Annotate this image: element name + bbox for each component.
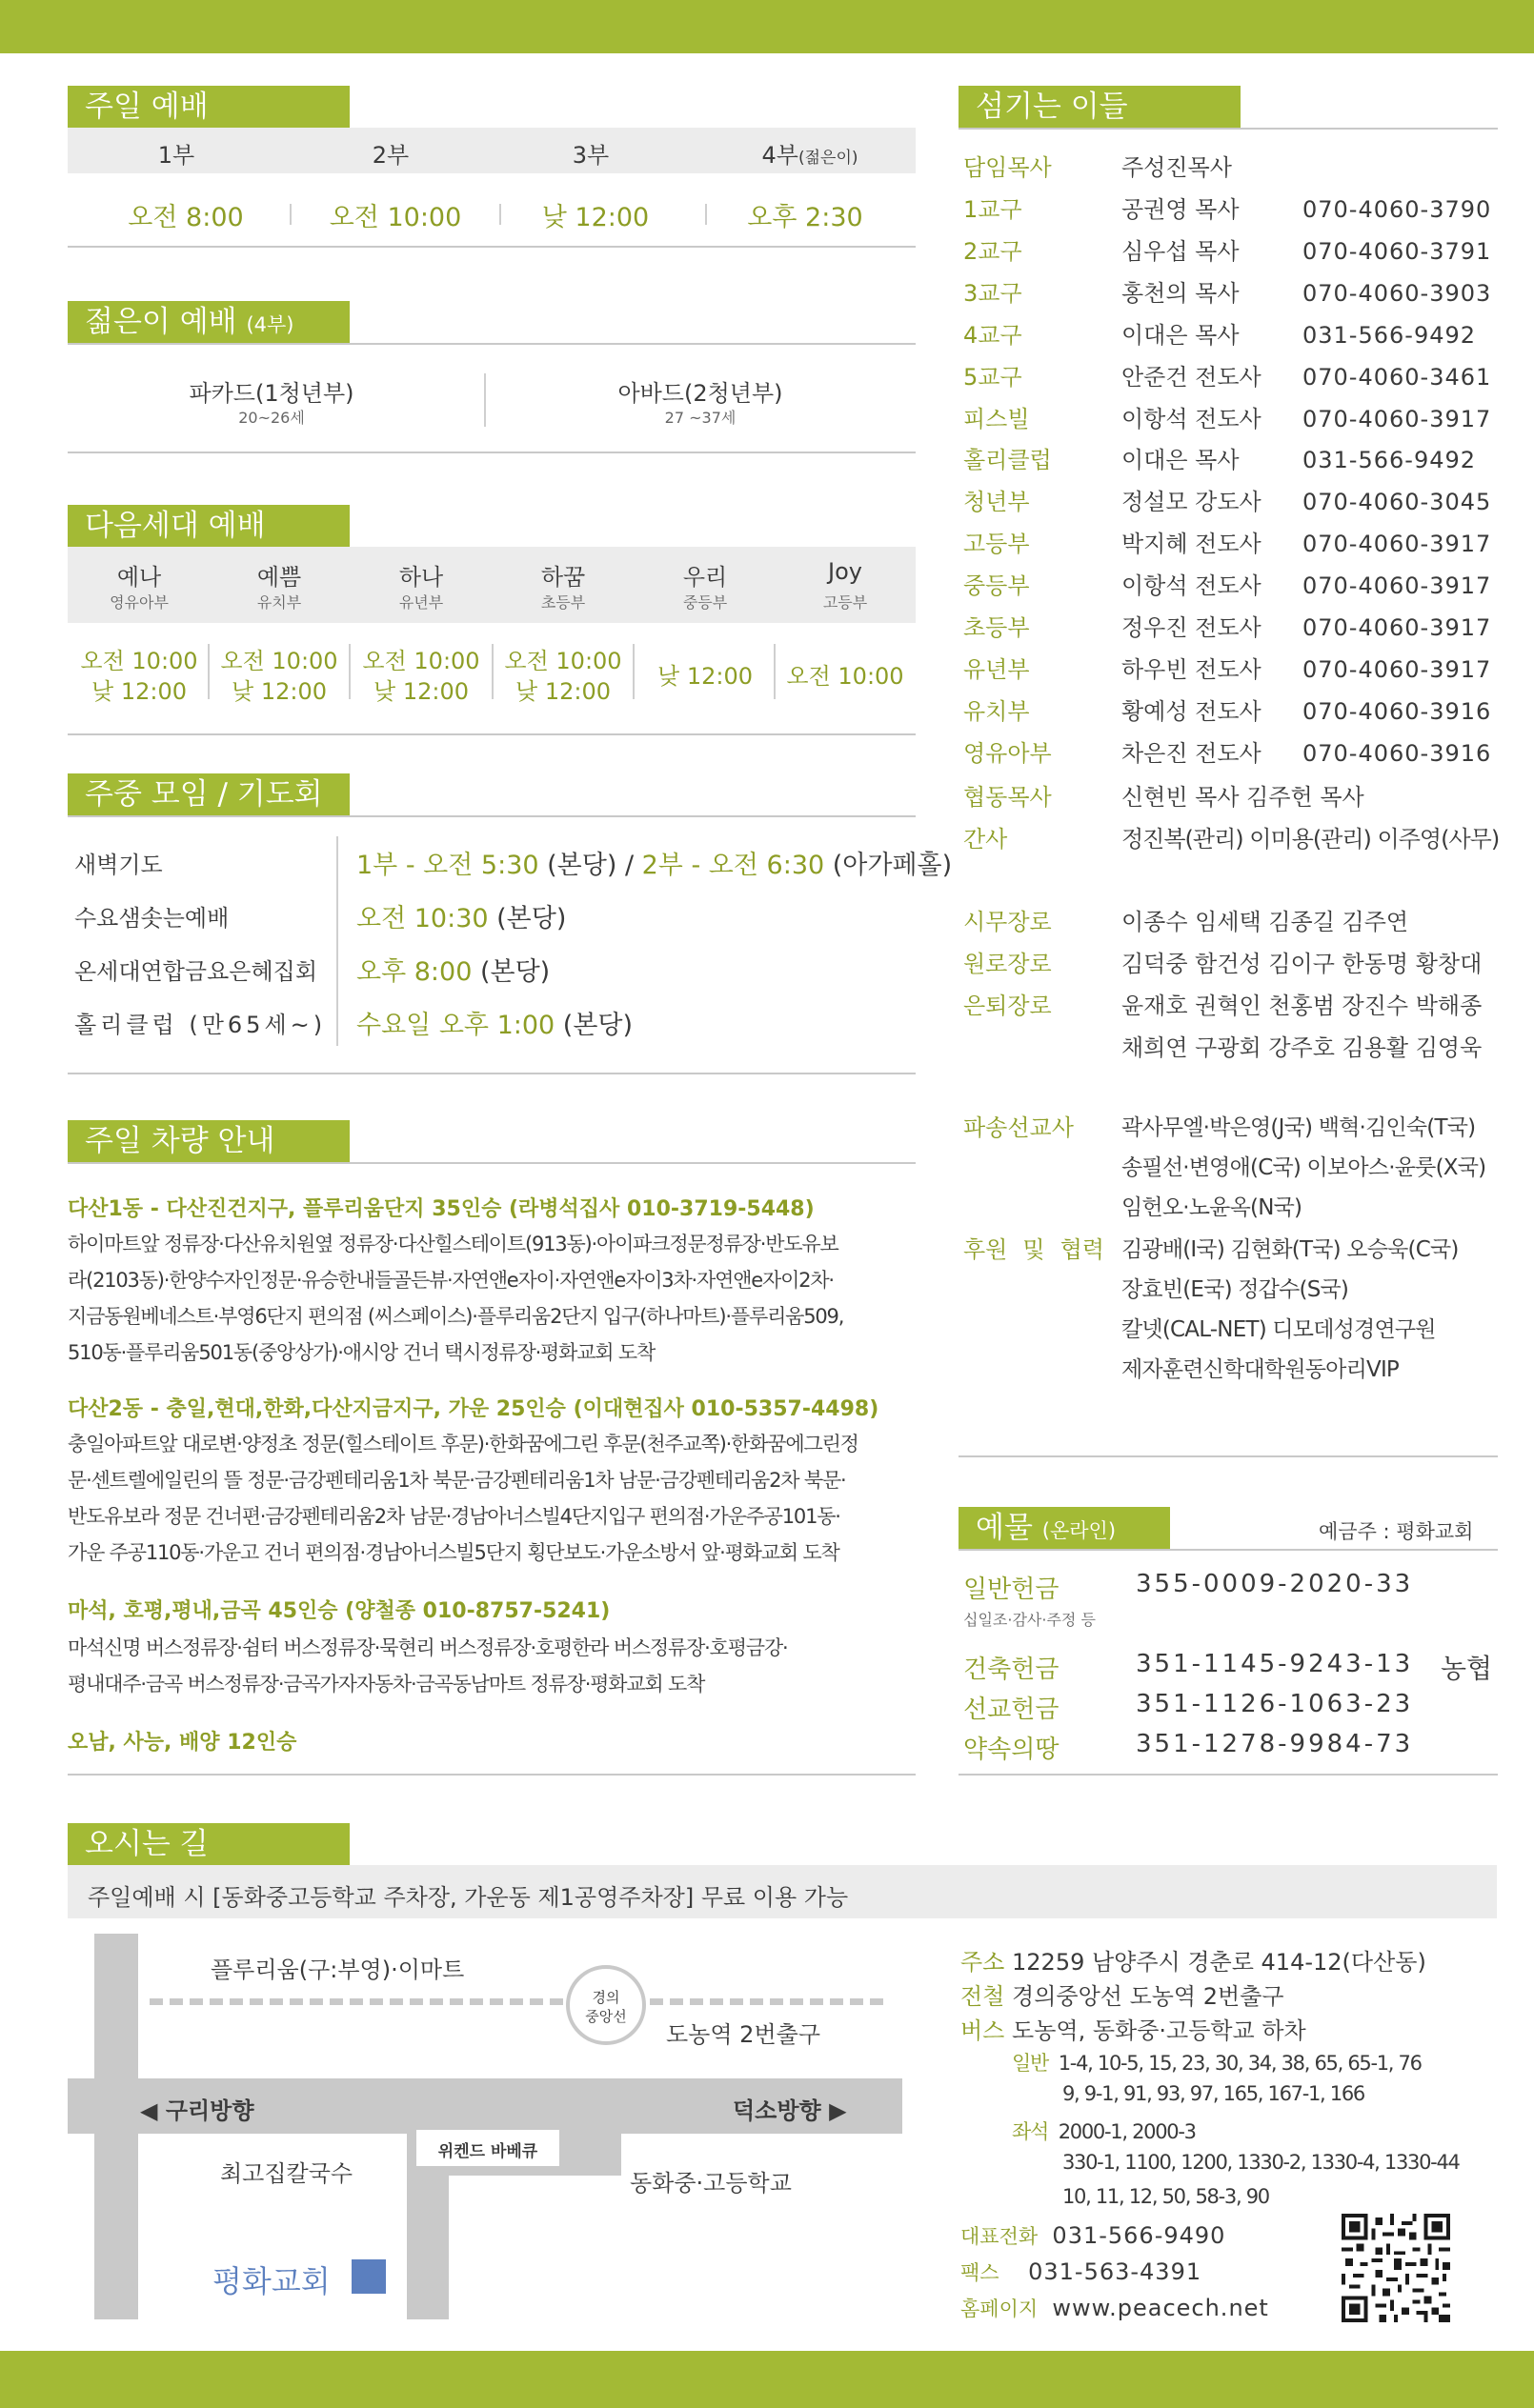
sunday-service-time: 오전 10:00 [329,203,462,232]
elder-row: 시무장로 이종수 임세택 김종길 김주연 [963,909,1409,935]
nextgen-dept-time: 오전 10:00 [362,648,480,674]
youth-group-name: 아바드(2청년부) [617,380,783,407]
offering-bank: 농협 [1441,1653,1493,1684]
nextgen-dept-name: Joy [828,558,862,585]
partner-line: 장효빈(E국) 정갑수(S국) [1121,1277,1349,1302]
staff-name: 이대은 목사 [1121,447,1240,474]
elder-row: 은퇴장로 윤재호 권혁인 천홍범 장진수 박해종 [963,993,1483,1019]
staff-name: 차은진 전도사 [1121,739,1262,767]
staff-phone: 031-566-9492 [1302,321,1477,349]
staff-phone: 070-4060-3917 [1302,405,1492,432]
directions-header: 오시는 길 [68,1823,350,1865]
vehicle-route-title: 다산2동 - 충일,현대,한화,다산지금지구, 가운 25인승 (이대현집사 010-5357-4498) [68,1397,879,1421]
divider [290,204,292,225]
nextgen-dept-name: 하꿈 [540,564,586,591]
nextgen-dept-time: 낮 12:00 [91,678,187,705]
servant-row: 담임목사 주성진목사 [963,154,1232,181]
sunday-service-time: 오후 2:30 [747,203,863,232]
staff-row [963,692,1491,726]
nextgen-dept-sub: 유년부 [398,593,444,612]
vehicle-route-stops: 라(2103동)·한양수자인정문·유승한내들골든뷰·자연앤e자이·자연앤e자이3차·자연앤e자이2차· [68,1269,834,1292]
midweek-time: 1부 - 오전 5:30 (본당) / 2부 - 오전 6:30 (아가페홀) [356,851,953,880]
youth-header: 젊은이 예배 (4부) [68,301,350,343]
divider [959,1549,1498,1551]
youth-group-ages: 27 ~37세 [664,409,737,427]
partner-line: 김광배(I국) 김현화(T국) 오승욱(C국) [1121,1237,1459,1262]
divider [959,128,1498,130]
vehicle-header: 주일 차량 안내 [68,1120,350,1162]
staff-role: 3교구 [963,279,1022,307]
info-bus-general: 9, 9-1, 91, 93, 97, 165, 167-1, 166 [1062,2082,1364,2105]
qr-code-icon[interactable] [1342,2214,1450,2322]
vehicle-route-title: 오남, 사능, 배양 12인승 [68,1731,297,1755]
staff-phone: 070-4060-3916 [1302,739,1492,767]
nextgen-dept-sub: 고등부 [822,593,868,612]
divider [633,644,635,699]
offering-account-name: 일반헌금 [963,1575,1060,1604]
partner-line: 제자훈련신학대학원동아리VIP [1121,1357,1400,1382]
nextgen-dept-time: 오전 10:00 [786,663,904,690]
top-accent-bar [0,0,1534,53]
staff-phone: 070-4060-3917 [1302,614,1492,641]
info-bus-seat: 330-1, 1100, 1200, 1330-2, 1330-4, 1330-44 [1062,2151,1460,2174]
staff-phone: 070-4060-3790 [1302,196,1492,223]
nextgen-dept-sub: 영유아부 [110,593,169,612]
info-bus-seat: 좌석 2000-1, 2000-3 [1012,2120,1196,2143]
staff-name: 안준건 전도사 [1121,363,1262,391]
missionary-line: 송필선·변영애(C국) 이보아스·윤룻(X국) [1121,1155,1486,1180]
staff-name: 이항석 전도사 [1121,405,1262,432]
directions-notice: 주일예배 시 [동화중고등학교 주차장, 가운동 제1공영주차장] 무료 이용 가능 [88,1884,849,1911]
staff-role: 중등부 [963,572,1030,600]
offering-account-number: 351-1145-9243-13 [1136,1650,1414,1678]
map-bbq-label: 위켄드 바베큐 [437,2142,538,2161]
elder-row: 원로장로 김덕중 함건성 김이구 한동명 황창대 [963,951,1483,977]
partner-row: 후원 및 협력 [963,1236,1104,1263]
youth-group-ages: 20~26세 [238,409,305,427]
offering-account-name: 선교헌금 [963,1696,1060,1724]
map-restaurant-label: 최고집칼국수 [220,2160,353,2187]
divider [68,815,916,817]
offering-account-name: 건축헌금 [963,1656,1060,1684]
staff-role: 피스빌 [963,405,1030,432]
divider [959,1774,1498,1776]
nextgen-dept-time: 오전 10:00 [504,648,622,674]
directions-map [68,1934,925,2334]
offering-account-number: 351-1278-9984-73 [1136,1730,1414,1758]
staff-row [963,274,1491,308]
staff-name: 정우진 전도사 [1121,614,1262,641]
staff-row [963,525,1491,558]
info-fax: 팩스 031-563-4391 [960,2258,1202,2285]
vehicle-route-stops: 510동·플루리움501동(중앙상가)·애시앙 건너 택시정류장·평화교회 도착 [68,1341,656,1364]
vehicle-route-title: 다산1동 - 다산진건지구, 플루리움단지 35인승 (라병석집사 010-3719-5448) [68,1197,815,1221]
offering-account-name: 약속의땅 [963,1736,1060,1764]
staff-row [963,651,1491,684]
midweek-time: 오후 8:00 (본당) [356,957,551,987]
missionary-row: 파송선교사 [963,1114,1074,1141]
nextgen-dept-name: 우리 [682,564,728,591]
vehicle-route-stops: 충일아파트앞 대로변·양정초 정문(힐스테이트 후문)·한화꿈에그린 후문(천주교쪽)·한화꿈에그린정 [68,1433,858,1455]
midweek-label: 새벽기도 [74,852,163,878]
map-left-direction: ◀ 구리방향 [140,2097,254,2124]
offering-account-number: 351-1126-1063-23 [1136,1690,1414,1718]
staff-name: 이대은 목사 [1121,321,1240,349]
midweek-label: 온세대연합금요은혜집회 [74,958,318,985]
nextgen-header: 다음세대 예배 [68,505,350,547]
staff-row [963,609,1491,642]
midweek-time: 오전 10:30 (본당) [356,904,567,933]
sunday-service-name: 1부 [157,142,195,169]
nextgen-dept-name: 예나 [116,564,162,591]
divider [68,733,916,735]
divider [68,1073,916,1074]
nextgen-dept-time: 낮 12:00 [515,678,611,705]
staff-name: 이항석 전도사 [1121,572,1262,600]
divider [68,246,916,248]
bottom-accent-bar [0,2351,1534,2408]
staff-name: 정설모 강도사 [1121,489,1262,516]
divider [208,644,210,699]
nextgen-dept-time: 오전 10:00 [80,648,198,674]
info-bus-general: 일반 1-4, 10-5, 15, 23, 30, 34, 38, 65, 65-1, 76 [1012,2052,1422,2075]
divider [705,204,707,225]
info-bus-seat: 10, 11, 12, 50, 58-3, 90 [1062,2185,1269,2208]
youth-group-name: 파카드(1청년부) [189,380,354,407]
info-address: 주소 12259 남양주시 경춘로 414-12(다산동) [960,1949,1426,1976]
nextgen-dept-sub: 초등부 [540,593,586,612]
staff-phone: 070-4060-3917 [1302,531,1492,558]
nextgen-dept-time: 낮 12:00 [657,663,753,690]
staff-role: 2교구 [963,237,1022,265]
vehicle-route-stops: 지금동원베네스트·부영6단지 편의점 (씨스페이스)·플루리움2단지 입구(하나마트)·플루리움509, [68,1305,844,1328]
staff-role: 유치부 [963,697,1030,725]
sunday-service-time: 오전 8:00 [128,203,244,232]
staff-phone: 070-4060-3791 [1302,237,1492,265]
staff-row [963,567,1491,600]
map-rail-label: 경의 [592,1989,620,2006]
vehicle-route-stops: 문·센트렐에일린의 뜰 정문·금강펜테리움1차 북문·금강펜테리움1차 남문·금강펜테리움2차 북문· [68,1469,846,1492]
divider [68,1774,916,1776]
divider [492,644,494,699]
divider [349,644,351,699]
staff-row [963,400,1491,433]
staff-phone: 070-4060-3461 [1302,363,1492,391]
staff-phone: 031-566-9492 [1302,447,1477,474]
staff-row [963,441,1476,474]
nextgen-dept-sub: 중등부 [682,593,728,612]
divider [68,452,916,453]
info-website[interactable]: 홈페이지 www.peacech.net [960,2295,1269,2321]
vehicle-route-stops: 마석신명 버스정류장·쉼터 버스정류장·묵현리 버스정류장·호평한라 버스정류장·호평금강· [68,1636,788,1659]
nextgen-dept-sub: 유치부 [256,593,302,612]
map-right-direction: 덕소방향 ▶ [733,2097,847,2124]
midweek-time: 수요일 오후 1:00 (본당) [356,1011,634,1040]
staff-row [963,232,1491,266]
staff-row [963,358,1491,391]
offering-account-sub: 십일조·감사·주정 등 [963,1611,1096,1629]
nextgen-dept-name: 하나 [398,564,444,591]
map-church-marker [352,2259,386,2294]
nextgen-dept-time: 낮 12:00 [232,678,327,705]
staff-role: 초등부 [963,614,1030,641]
map-rail-label: 중앙선 [585,2008,627,2025]
map-rail-line [150,1998,883,2005]
sunday-service-name: 2부 [372,142,410,169]
sunday-header: 주일 예배 [68,86,350,128]
vehicle-route-stops: 평내대주·금곡 버스정류장·금곡가자자동차·금곡동남마트 정류장·평화교회 도착 [68,1673,705,1696]
map-church-label: 평화교회 [212,2263,331,2299]
staff-role: 영유아부 [963,739,1052,767]
midweek-label: 수요샘솟는예배 [74,905,230,932]
map-station-label: 도농역 2번출구 [666,2021,821,2048]
staff-role: 5교구 [963,363,1022,391]
missionary-line: 임헌오·노윤옥(N국) [1121,1195,1302,1220]
staff-name: 공권영 목사 [1121,196,1240,223]
staff-phone: 070-4060-3916 [1302,697,1492,725]
nextgen-dept-time: 낮 12:00 [373,678,469,705]
divider [774,644,776,699]
vehicle-route-stops: 가운 주공110동·가운고 건너 편의점·경남아너스빌5단지 횡단보도·가운소방서 앞·평화교회 도착 [68,1541,839,1564]
offering-header: 예물 (온라인) [959,1507,1170,1549]
staff-phone: 070-4060-3917 [1302,655,1492,683]
midweek-label: 홀리클럽 (만65세~) [74,1012,327,1038]
vehicle-route-title: 마석, 호평,평내,금곡 45인승 (양철종 010-8757-5241) [68,1599,611,1623]
staff-role: 청년부 [963,489,1030,516]
map-school-label: 동화중·고등학교 [630,2170,792,2197]
vehicle-route-stops: 반도유보라 정문 건너편·금강펜테리움2차 남문·경남아너스빌4단지입구 편의점·가운주공101동· [68,1505,840,1528]
partner-line: 칼넷(CAL-NET) 디모데성경연구원 [1121,1317,1436,1342]
servants-header: 섬기는 이들 [959,86,1241,128]
offering-holder: 예금주 : 평화교회 [1319,1520,1474,1543]
staff-row [963,316,1476,350]
offering-account-number: 355-0009-2020-33 [1136,1570,1414,1598]
staff-role: 홀리클럽 [963,447,1052,474]
staff-phone: 070-4060-3045 [1302,489,1492,516]
divider [336,836,338,1046]
staff-role: 고등부 [963,531,1030,558]
divider [959,1455,1498,1457]
sunday-service-name: 3부 [572,142,610,169]
divider [68,343,916,345]
servant-row: 협동목사 신현빈 목사 김주헌 목사 [963,784,1364,811]
staff-role: 1교구 [963,196,1022,223]
info-bus: 버스 도농역, 동화중·고등학교 하차 [960,2017,1306,2044]
staff-row [963,483,1491,516]
staff-name: 황예성 전도사 [1121,697,1262,725]
staff-role: 유년부 [963,655,1030,683]
staff-name: 홍천의 목사 [1121,279,1240,307]
sunday-service-time: 낮 12:00 [541,203,650,232]
nextgen-dept-time: 오전 10:00 [220,648,338,674]
staff-phone: 070-4060-3903 [1302,279,1492,307]
vehicle-route-stops: 하이마트앞 정류장·다산유치원옆 정류장·다산힐스테이트(913동)·아이파크정문정류장·반도유보 [68,1233,838,1255]
staff-row [963,734,1491,768]
midweek-header: 주중 모임 / 기도회 [68,773,350,815]
elder-row: 채희연 구광회 강주호 김용활 김영욱 [1121,1034,1483,1061]
staff-phone: 070-4060-3917 [1302,572,1492,600]
divider [484,373,486,427]
missionary-line: 곽사무엘·박은영(J국) 백혁·김인숙(T국) [1121,1115,1476,1140]
servant-row: 간사 정진복(관리) 이미용(관리) 이주영(사무) [963,826,1500,853]
nextgen-dept-name: 예쁨 [256,564,302,591]
staff-name: 하우빈 전도사 [1121,655,1262,683]
info-phone: 대표전화 031-566-9490 [960,2222,1226,2249]
staff-name: 박지혜 전도사 [1121,531,1262,558]
sunday-service-name: 4부(젊은이) [761,142,858,169]
staff-name: 심우섭 목사 [1121,237,1240,265]
staff-row [963,191,1491,224]
staff-role: 4교구 [963,321,1022,349]
divider [68,1162,916,1164]
info-subway: 전철 경의중앙선 도농역 2번출구 [960,1983,1284,2010]
map-top-label: 플루리움(구:부영)·이마트 [211,1956,465,1983]
divider [499,204,501,225]
